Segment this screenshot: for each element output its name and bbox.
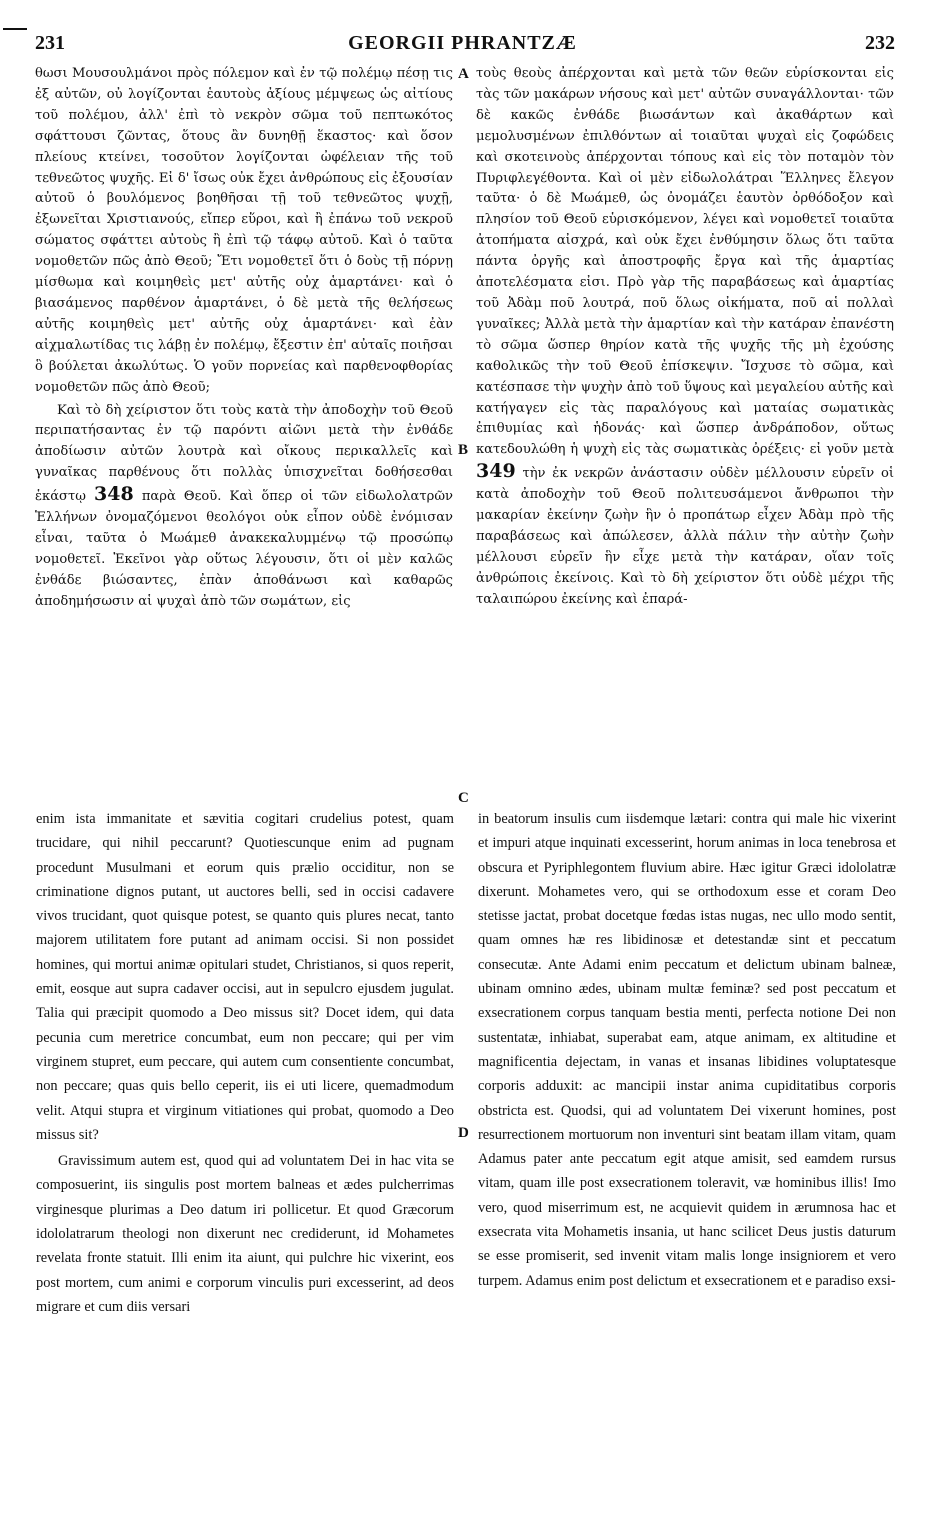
latin-left-paragraph-1: enim ista immanitate et sævitia cogitari crudelius potest, quam trucidare, qui nihil peccarunt? Quotiescunque enim ad pugnam procedunt Musulmani et eorum quis prælio occiditur, non se criminatione dignos putant, ut auctores belli, sed in occisi cadavere vivos trucidant, quot quisque potest, se quanto quis plures necat, tanto majorem utilitatem fore putant ad animam occisi. Si non possidet homines, qui mortui animæ opitulari studet, Christianos, si quos reperit, emit, eosque aut supra cadaver occisi, aut in sepulcro ejusdem jugulat. Talia qui præcipit quomodo a Deo missus sit? Docet idem, qui data pecunia cum meretrice concumbat, eum non peccare; qui per vim virginem stupret, eum peccare, qui autem cum consentiente concumbat, non peccare; quas quis bello ceperit, iis ei uti licere, quemadmodum velit. Atqui stupra et virginum vitiationes qui probat, quomodo a Deo missus sit? [36,811,454,1143]
greek-left-text-a: Καὶ τὸ δὴ χείριστον ὅτι τοὺς κατὰ τὴν ἀποδοχὴν τοῦ Θεοῦ περιπατήσαντας ἐν τῷ παρόντι αἰῶνι μετὰ τὴν ἐνθάδε ἀποδίωσιν αὐτῶν λουτρὰ καὶ οἴκους περικαλλεῖς καὶ γυναῖκας παρθένους ὅτι πολλὰς ὑπισχνεῖται δοθήσεσθαι ἑκάστῳ [35,402,453,505]
running-title: GEORGII PHRANTZÆ [348,32,577,54]
page-number-right: 232 [865,32,895,54]
latin-column-left [36,807,454,1319]
running-header [30,30,895,60]
greek-left-paragraph-1: θωσι Μουσουλμάνοι πρὸς πόλεμον καὶ ἐν τῷ πολέμῳ πέσῃ τις ἐξ αὐτῶν, οὐ λογίζονται ἑαυτοὺς ἀξίους μέμψεως ὡς αἰτίους τοῦ πολέμου, ἀλλ' ἐπὶ τὸ νεκρὸν σῶμα τοῦ πεπτωκότος σφάττουσι ζῶντας, ὅτους ἂν δυνηθῇ ἕκαστος· καὶ ὅσον πλείους κτείνει, τοσοῦτον λογίζονται ὠφέλειαν τῆς τοῦ τεθνεῶτος ψυχῆς. Εἰ δ' ἴσως οὐκ ἔχει ἀνθρώπους εἰς ἐξουσίαν αὐτοῦ ὁ βουλόμενος βοηθῆσαι τῇ τοῦ τεθνεῶτος ψυχῇ, ἐξωνεῖται Χριστιανούς, εἴπερ εὕροι, καὶ ἢ ἐπάνω τοῦ νεκροῦ σώματος σφάττει αὐτοὺς ἢ ἐπὶ τῷ τάφῳ αὐτοῦ. Καὶ ὁ ταῦτα νομοθετῶν πῶς ἀπὸ Θεοῦ; Ἔτι νομοθετεῖ ὅτι ὁ δοὺς τῇ πόρνῃ μίσθωμα καὶ κοιμηθεὶς μετ' αὐτῆς οὐχ ἁμαρτάνει· καὶ ὁ βιασάμενος παρθένον ἁμαρτάνει, ὁ δὲ μετὰ τῆς θελήσεως αὐτῆς κοιμηθεὶς μετ' αὐτῆς οὐχ ἁμαρτάνει· καὶ ἐὰν αἰχμαλωτίδας τις λάβῃ ἐν πολέμῳ, ἔξεστιν ἐπ' αὐταῖς ποιῆσαι ὃ βούλεται ἀκωλύτως. Ὁ γοῦν πορνείας καὶ παρθενοφθορίας νομοθετῶν πῶς ἀπὸ Θεοῦ; [35,66,453,395]
section-marker-b: B [458,442,469,458]
corner-rule [3,28,27,30]
latin-left-paragraph-2: Gravissimum autem est, quod qui ad voluntatem Dei in hac vita se composuerint, iis singulis post mortem balneas et ædes pulcherrimas virginesque plurimas a Deo datum iri pollicetur. Et quod Græcorum idololatrarum theologi non dixerunt nec crediderunt, id Mohametes revelata fronte statuit. Illi enim ita aiunt, qui pulchre hic vixerint, eos post mortem, cum animi e corporum vinculis puri excesserint, ad deos migrare et cum diis versari [36,1153,454,1315]
greek-right-text-b: τὴν ἐκ νεκρῶν ἀνάστασιν οὐδὲν μέλλουσιν εὑρεῖν οἱ κατὰ ἀποδοχὴν τοῦ Θεοῦ πολιτευσάμενοι ἄνθρωποι τὴν μακαρίαν ἐκείνην ζωὴν ἣν ὁ προπάτωρ εἶχεν Ἀδὰμ πρὸ τῆς παραβάσεως καὶ ἀπώλεσεν, ἀλλὰ πάλιν τὴν αὐτὴν ζωὴν μέλλουσι εὑρεῖν ἣν εἶχε μετὰ τὴν κατάραν, οἵαν τοῖς ἀνθρώποις ἐκείνοις. Καὶ τὸ δὴ χείριστον ὅτι οὐδὲ μέχρι τῆς ταλαιπώρου ἐκείνης καὶ ἐπαρά- [476,466,894,607]
greek-left-text-b: παρὰ Θεοῦ. Καὶ ὅπερ οἱ τῶν εἰδωλολατρῶν Ἑλλήνων ὀνομαζόμενοι θεολόγοι οὐκ εἶπον οὐδὲ ἐνόμισαν εἶναι, ταῦτα ὁ Μωάμεθ ἀνακεκαλυμμένῳ τῷ προσώπῳ νομοθετεῖ. Ἐκεῖνοι γὰρ οὕτως λέγουσιν, ὅτι οἱ μὲν καλῶς ἐνθάδε βιώσαντες, ἐπὰν ἀποθάνωσι καὶ καθαρῶς ἀποδημήσωσιν αἱ ψυχαὶ ἀπὸ τῶν σωμάτων, εἰς [35,489,453,609]
section-marker-d: D [458,1125,469,1141]
marginal-page-number: 348 [94,483,134,506]
section-marker-a: A [458,66,469,82]
greek-column-left [35,64,453,613]
latin-right-paragraph-1: in beatorum insulis cum iisdemque lætari: contra qui male hic vixerint et impuri atque inquinati excesserint, horum animas in loca tenebrosa et obscura et Pyriphlegontem fluvium abire. Hæc igitur Græci idololatræ dixerunt. Mohametes vero, qui se orthodoxum esse et coram Deo stetisse jactat, probat docetque fœdas istas nugas, nec ullo modo sentit, quam omnes hæ res libidinosæ et detestandæ sint et peccatum consecutæ. Ante Adami enim peccatum et delictum ubinam balneæ, ubinam omnino ædes, ubinam multæ feminæ? sed post peccatum et exsecrationem corpus tanquam bestia menti, perfecta notione Dei non sustentatæ, inhiabat, superabat eam, atque animam, ex altitudine et magnificentia dejectam, in vanas et insanas libidines voluptatesque corporis adduxit: ac mancipii instar anima cupiditatibus corporis obstricta est. Quodsi, qui ad voluntatem Dei vixerunt homines, post resurrectionem mortuorum non inventuri sint beatam illam vitam, quam Adamus pater ante peccatum egit atque amisit, sed eamdem rursus vitam, quam ille post exsecrationem toleravit, væ hominibus illis! Imo vero, quod miserrimum est, ne acquievit quidem in ærumnosa hac et exsecrata vita Mohametis insania, ut hanc scilicet Deus justis daturum se esse promiserit, sed invenit vitam malis longe insigniorem et vero turpem. Adamus enim post delictum et exsecrationem et e paradiso exsi- [478,811,896,1289]
greek-column-right [476,64,894,611]
marginal-page-number: 349 [476,460,516,483]
section-marker-c: C [458,790,469,806]
page-number-left: 231 [35,32,65,54]
greek-right-text-a: τοὺς θεοὺς ἀπέρχονται καὶ μετὰ τῶν θεῶν εὑρίσκονται εἰς τὰς τῶν μακάρων νήσους καὶ μετ' αὐτῶν συναγάλλονται· τῶν δὲ κακῶς ἐνθάδε βιωσάντων καὶ ἀκαθάρτων καὶ μεμολυσμένων ἐπιλθόντων αἱ τοιαῦται ψυχαὶ εἰς ζοφώδεις καὶ σκοτεινοὺς ἀπέρχονται τόπους καὶ εἰς τὸν ποταμὸν τὸν Πυριφλεγέθοντα. Καὶ οἱ μὲν εἰδωλολάτραι Ἕλληνες ἔλεγον ταῦτα· ὁ δὲ Μωάμεθ, ὡς ὀνομάζει ἑαυτὸν ὀρθόδοξον καὶ πλησίον τοῦ Θεοῦ εὑρισκόμενον, λέγει καὶ νομοθετεῖ τοιαῦτα ἀτοπήματα αἰσχρά, καὶ οὐκ ἔχει ἐνθύμησιν ὅλως ὅτι ταῦτα πάντα ὀργῆς καὶ ἀποστροφῆς ἔργα καὶ τῆς ἁμαρτίας ἀποτελέσματα εἰσι. Πρὸ γὰρ τῆς παραβάσεως καὶ ἁμαρτίας τοῦ Ἀδὰμ ποῦ λουτρά, ποῦ ὅλως οἰκήματα, ποῦ αἱ πολλαὶ γυναῖκες; Ἀλλὰ μετὰ τὴν ἁμαρτίαν καὶ τὴν κατάραν ἐπανέστη τὸ σῶμα ὥσπερ θηρίον κατὰ τῆς ψυχῆς τῆς μὴ ἐχούσης καθολικῶς τὴν τοῦ Θεοῦ ἐπίσκεψιν. Ἴσχυσε τὸ σῶμα, καὶ κατέσπασε τὴν ψυχὴν ἀπὸ τοῦ ὕψους καὶ μεγαλείου αὐτῆς καὶ κατήγαγεν εἰς τὰς παραλόγους καὶ ματαίας σωματικὰς ἐπιθυμίας καὶ ἡδονάς· καὶ ὥσπερ ἀνδράποδον, οὕτως κατεδουλώθη ἡ ψυχὴ εἰς τὰς σωματικὰς ὀρέξεις· εἰ γοῦν μετὰ [476,66,894,458]
latin-column-right [478,807,896,1293]
greek-left-paragraph-2 [35,401,453,613]
greek-right-paragraph [476,64,894,611]
